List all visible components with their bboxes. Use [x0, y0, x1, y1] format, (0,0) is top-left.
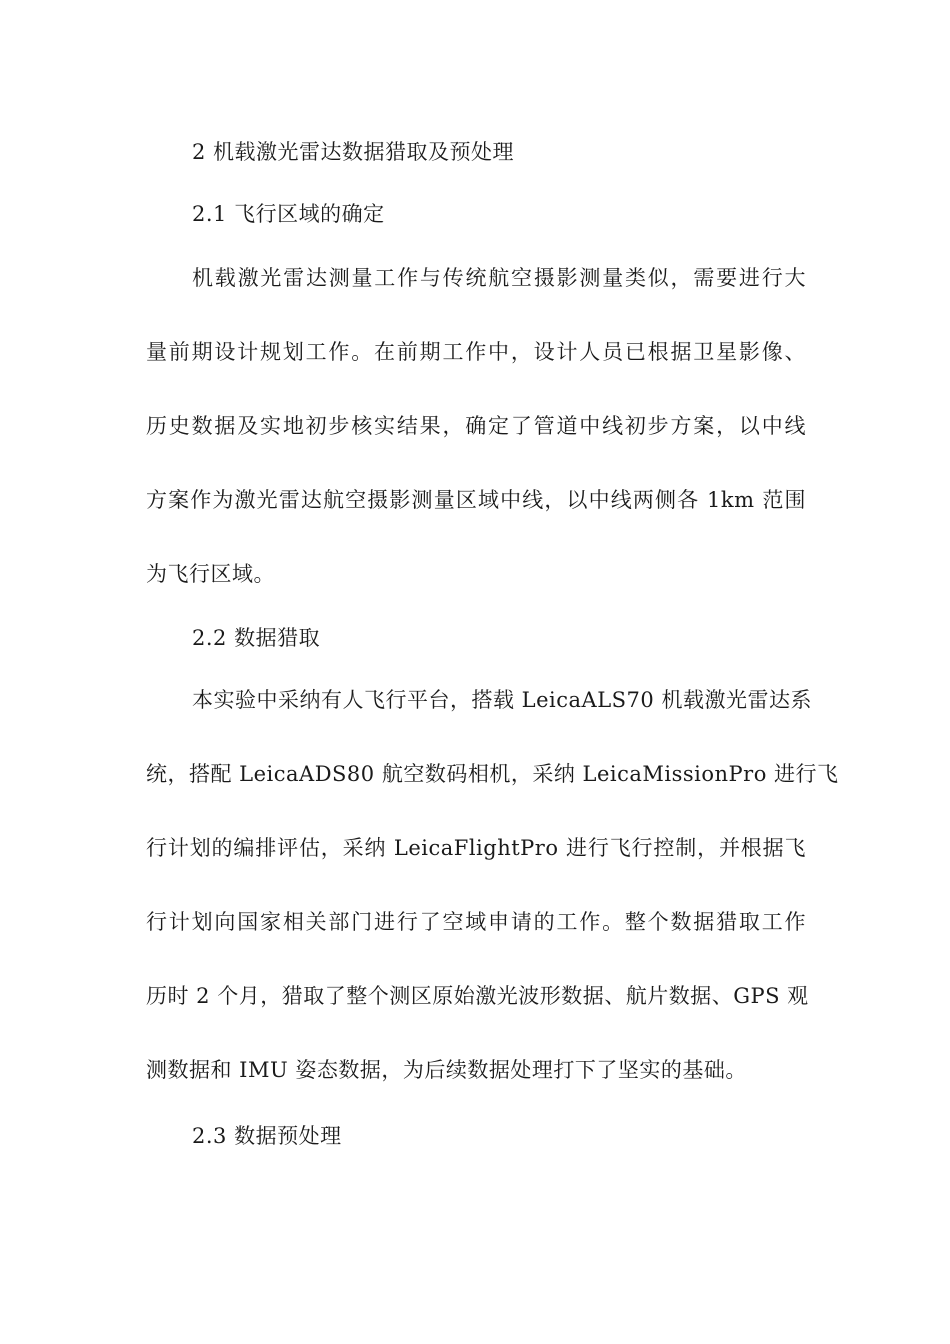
- paragraph-line: 测数据和 IMU 姿态数据，为后续数据处理打下了坚实的基础。: [146, 1058, 747, 1082]
- section-heading-2-3: 2.3 数据预处理: [192, 1124, 342, 1148]
- paragraph-line: 行计划的编排评估，采纳 LeicaFlightPro 进行飞行控制，并根据飞: [146, 836, 806, 860]
- paragraph-line: 历史数据及实地初步核实结果，确定了管道中线初步方案，以中线: [146, 414, 806, 438]
- paragraph-line: 量前期设计规划工作。在前期工作中，设计人员已根据卫星影像、: [146, 340, 806, 364]
- paragraph-line: 机载激光雷达测量工作与传统航空摄影测量类似，需要进行大: [192, 266, 806, 290]
- paragraph-line: 本实验中采纳有人飞行平台，搭载 LeicaALS70 机载激光雷达系: [192, 688, 812, 712]
- paragraph-line: 为飞行区域。: [146, 562, 275, 586]
- paragraph-line: 行计划向国家相关部门进行了空域申请的工作。整个数据猎取工作: [146, 910, 806, 934]
- paragraph-line: 方案作为激光雷达航空摄影测量区域中线，以中线两侧各 1km 范围: [146, 488, 806, 512]
- paragraph-line: 历时 2 个月，猎取了整个测区原始激光波形数据、航片数据、GPS 观: [146, 984, 809, 1008]
- section-heading-2-1: 2.1 飞行区域的确定: [192, 202, 385, 226]
- chapter-heading: 2 机载激光雷达数据猎取及预处理: [192, 140, 515, 164]
- paragraph-line: 统，搭配 LeicaADS80 航空数码相机，采纳 LeicaMissionPro 进行飞: [146, 762, 839, 786]
- section-heading-2-2: 2.2 数据猎取: [192, 626, 321, 650]
